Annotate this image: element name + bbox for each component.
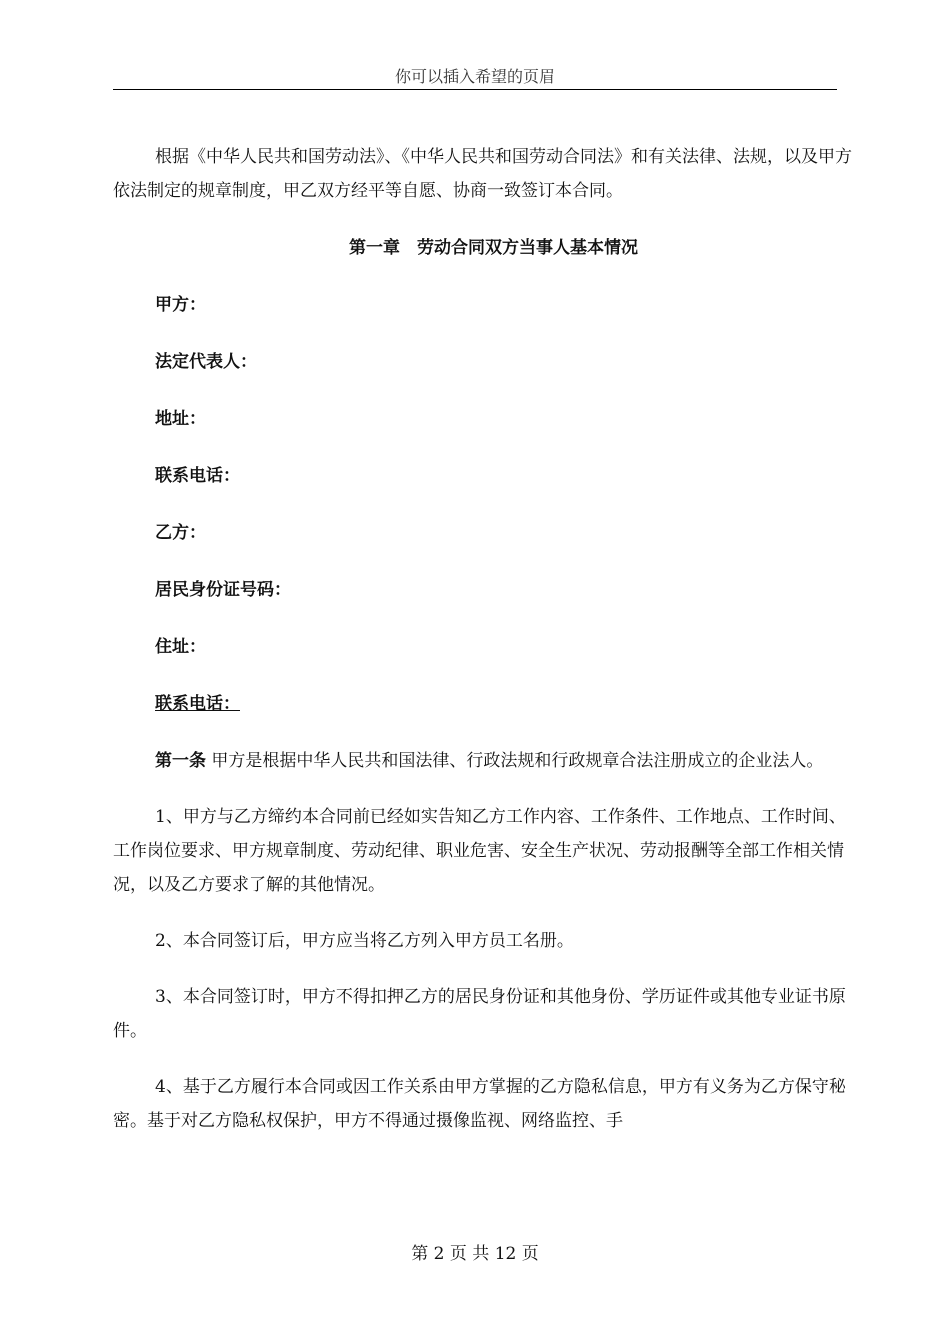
header-divider: [113, 89, 837, 90]
document-body: [113, 140, 858, 1138]
article-1: [113, 744, 858, 778]
field-phone-a: 联系电话：: [155, 466, 240, 486]
field-legal-rep: 法定代表人：: [155, 352, 257, 372]
chapter-title: 第一章 劳动合同双方当事人基本情况: [349, 238, 638, 258]
list-item: 4、基于乙方履行本合同或因工作关系由甲方掌握的乙方隐私信息，甲方有义务为乙方保守秘密。基于对乙方隐私权保护，甲方不得通过摄像监视、网络监控、手: [113, 1077, 846, 1131]
field-id-number: 居民身份证号码：: [155, 580, 291, 600]
field-party-b: 乙方：: [155, 523, 206, 543]
page-number-footer: 第 2 页 共 12 页: [411, 1244, 539, 1264]
field-residence: 住址：: [155, 637, 206, 657]
field-phone-b: [113, 687, 858, 721]
list-item: 3、本合同签订时，甲方不得扣押乙方的居民身份证和其他身份、学历证件或其他专业证书原件。: [113, 987, 846, 1041]
list-item: 1、甲方与乙方缔约本合同前已经如实告知乙方工作内容、工作条件、工作地点、工作时间、工作岗位要求、甲方规章制度、劳动纪律、职业危害、安全生产状况、劳动报酬等全部工作相关情况，以及乙方要求了解的其他情况。: [113, 807, 846, 895]
page-header: 你可以插入希望的页眉: [394, 67, 555, 86]
field-address: 地址：: [155, 409, 206, 429]
field-phone-b-label: 联系电话：: [155, 694, 240, 714]
list-item: 2、本合同签订后，甲方应当将乙方列入甲方员工名册。: [155, 931, 574, 951]
intro-paragraph: 根据《中华人民共和国劳动法》、《中华人民共和国劳动合同法》和有关法律、法规，以及甲方依法制定的规章制度，甲乙双方经平等自愿、协商一致签订本合同。: [113, 147, 852, 201]
article-1-text: 甲方是根据中华人民共和国法律、行政法规和行政规章合法注册成立的企业法人。: [206, 751, 824, 771]
field-party-a: 甲方：: [155, 295, 206, 315]
article-1-label: 第一条: [155, 751, 206, 771]
